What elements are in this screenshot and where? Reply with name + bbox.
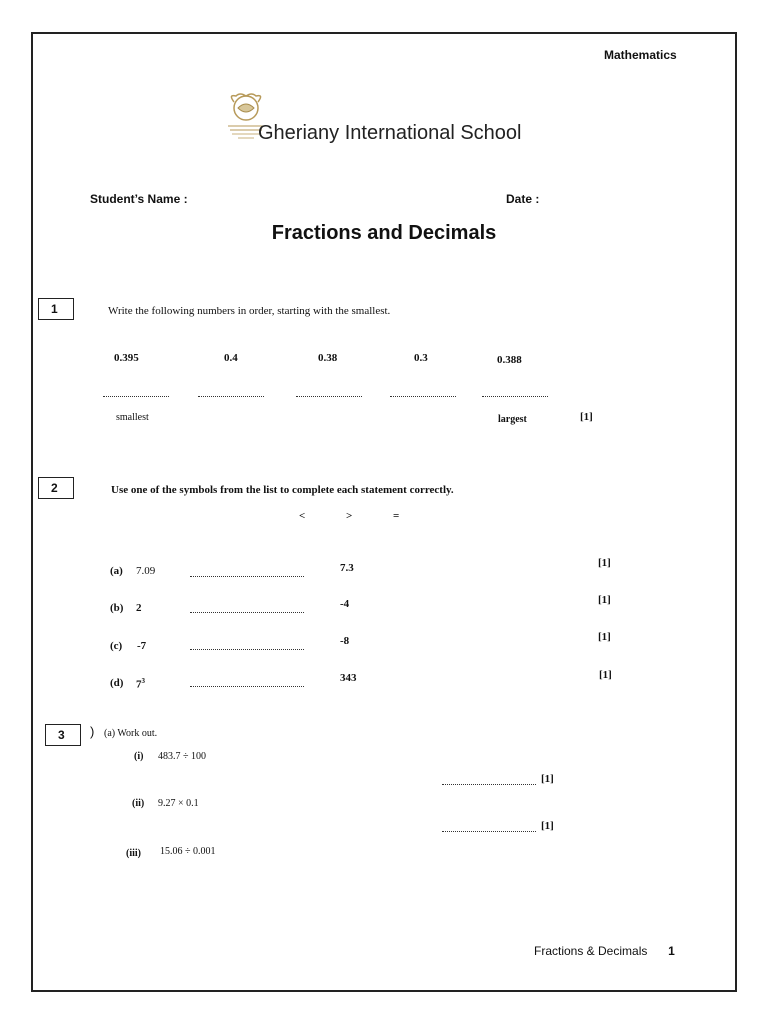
school-name: Gheriany International School xyxy=(258,122,522,144)
item-label: (iii) xyxy=(126,848,141,859)
smallest-label: smallest xyxy=(116,412,149,423)
right-value: 7.3 xyxy=(340,562,354,574)
part-label: (c) xyxy=(110,640,123,652)
subject-label: Mathematics xyxy=(604,48,677,62)
answer-line[interactable] xyxy=(482,396,548,397)
number-item: 0.388 xyxy=(497,354,522,366)
question-number: 2 xyxy=(51,481,58,495)
footer-topic: Fractions & Decimals xyxy=(534,944,648,958)
symbol-less-than: < xyxy=(299,510,306,522)
item-expression: 15.06 ÷ 0.001 xyxy=(160,846,216,857)
answer-line[interactable] xyxy=(442,831,536,832)
question-number-box xyxy=(45,724,81,746)
part-label: (d) xyxy=(110,677,124,689)
part-label: (b) xyxy=(110,602,124,614)
answer-line[interactable] xyxy=(190,686,304,687)
mark-label: [1] xyxy=(599,669,612,681)
question-number: 1 xyxy=(51,302,58,316)
number-item: 0.38 xyxy=(318,352,338,364)
mark-label: [1] xyxy=(598,631,611,643)
mark-label: [1] xyxy=(598,557,611,569)
item-label: (i) xyxy=(134,751,144,762)
number-item: 0.4 xyxy=(224,352,238,364)
page-title: Fractions and Decimals xyxy=(271,222,497,244)
left-value: -7 xyxy=(137,640,147,652)
bracket-mark: ) xyxy=(90,724,95,739)
left-value: 2 xyxy=(136,602,142,614)
mark-label: [1] xyxy=(541,820,554,832)
number-item: 0.3 xyxy=(414,352,428,364)
right-value: -8 xyxy=(340,635,350,647)
answer-line[interactable] xyxy=(103,396,169,397)
question-number: 3 xyxy=(58,728,65,742)
largest-label: largest xyxy=(498,414,527,425)
mark-label: [1] xyxy=(541,773,554,785)
symbol-equals: = xyxy=(393,510,400,522)
answer-line[interactable] xyxy=(442,784,536,785)
part-label: (a) Work out. xyxy=(104,728,158,739)
footer xyxy=(534,944,675,958)
page-number: 1 xyxy=(668,944,675,958)
answer-line[interactable] xyxy=(198,396,264,397)
answer-line[interactable] xyxy=(190,612,304,613)
item-expression: 483.7 ÷ 100 xyxy=(158,751,206,762)
question-instruction: Write the following numbers in order, starting with the smallest. xyxy=(108,305,391,317)
question-number-box xyxy=(38,477,74,499)
right-value: -4 xyxy=(340,598,350,610)
item-expression: 9.27 × 0.1 xyxy=(158,798,199,809)
answer-line[interactable] xyxy=(190,576,304,577)
right-value: 343 xyxy=(340,672,357,684)
symbol-greater-than: > xyxy=(346,510,353,522)
answer-line[interactable] xyxy=(190,649,304,650)
date-label: Date : xyxy=(506,192,540,206)
answer-line[interactable] xyxy=(390,396,456,397)
mark-label: [1] xyxy=(598,594,611,606)
answer-line[interactable] xyxy=(296,396,362,397)
mark-label: [1] xyxy=(580,411,593,423)
number-item: 0.395 xyxy=(114,352,139,364)
part-label: (a) xyxy=(110,565,123,577)
left-value: $7^3$ xyxy=(136,677,145,691)
question-instruction: Use one of the symbols from the list to complete each statement correctly. xyxy=(111,484,454,496)
left-value: 7.09 xyxy=(136,565,156,577)
student-name-label: Student’s Name : xyxy=(90,192,188,206)
question-number-box xyxy=(38,298,74,320)
item-label: (ii) xyxy=(132,798,145,809)
